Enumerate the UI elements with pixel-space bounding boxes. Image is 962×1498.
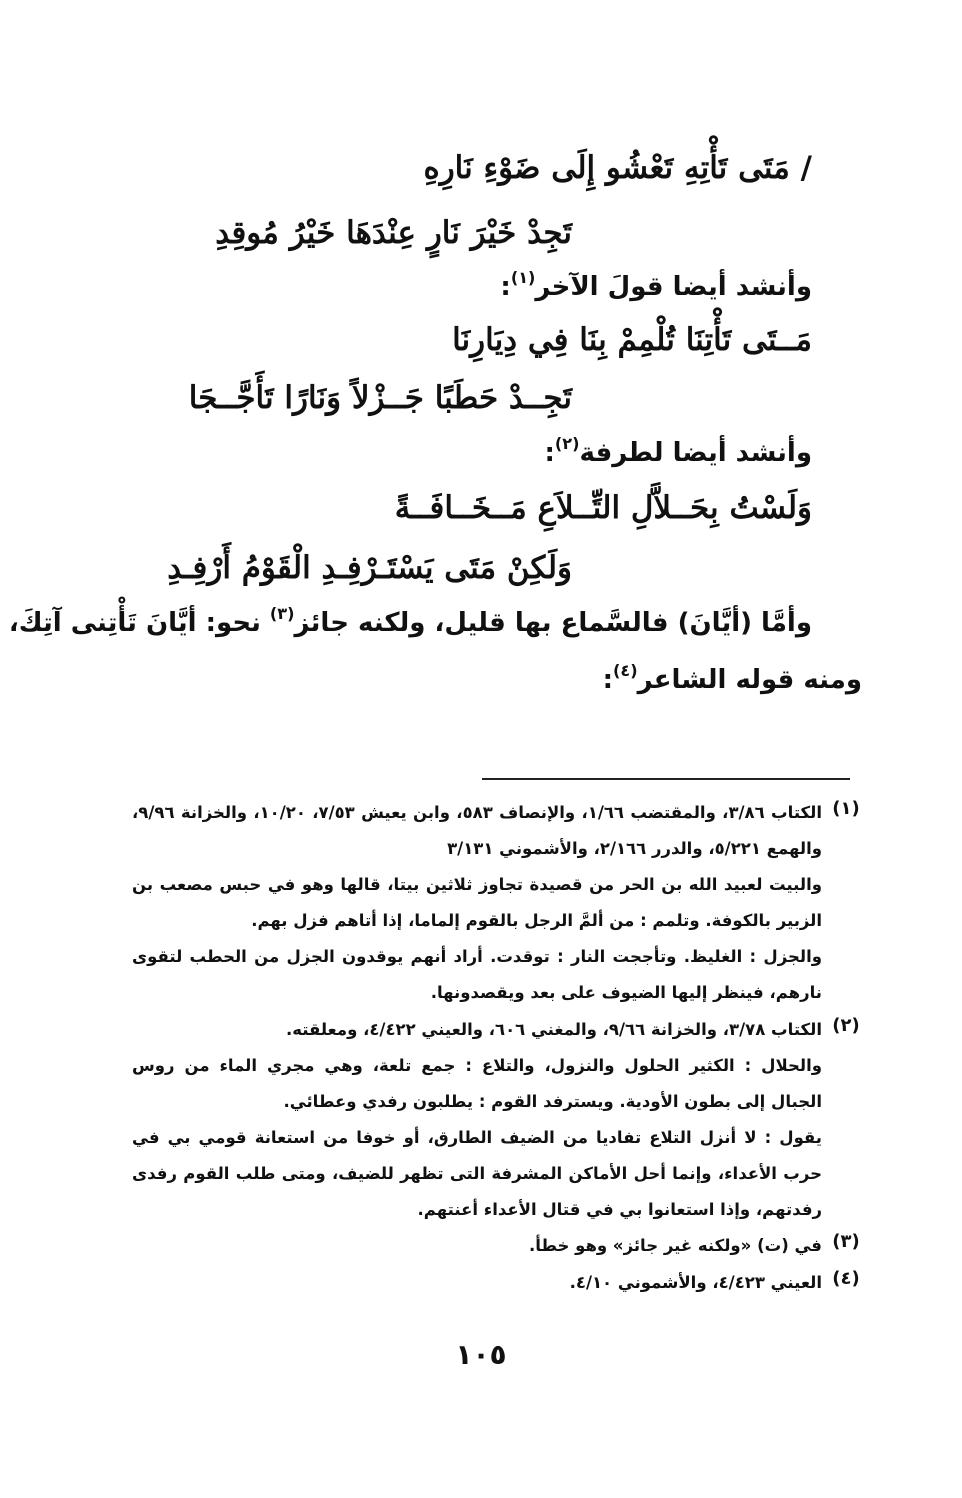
footnote-number-4: (٤) [832, 1268, 860, 1289]
footnote-2-para-1: الكتاب ٣/٧٨، والخزانة ٩/٦٦، والمغني ٦٠٦، والعيني ٤/٤٢٢، ومعلقته. [285, 1020, 822, 1039]
footnote-separator [482, 778, 850, 780]
paragraph-text-end: نحو: أيَّانَ تَأْتِنى آتِكَ، [8, 608, 270, 638]
footnote-2-para-2: والحلال : الكثير الحلول والنزول، والتلاع : جمع تلعة، وهي مجري الماء من روس الجبال إلى بطون الأودية. ويسترفد القوم : يطلبون رفدي وعطائي. [132, 1056, 822, 1111]
footnote-4-para-1: العيني ٤/٤٢٣، والأشموني ٤/١٠. [569, 1273, 822, 1292]
verse-3-second-hemistich: وَلَكِنْ مَتَى يَسْتَـرْفِـدِ الْقَوْمُ أَرْفِـدِ [167, 550, 572, 586]
verse-2-first-hemistich: مَــتَى تَأْتِنَا تُلْمِمْ بِنَا فِي دِيَارِنَا [452, 322, 812, 358]
footnote-1-para-2: والبيت لعبيد الله بن الحر من قصيدة تجاوز ثلاثين بيتا، قالها وهو في حبس مصعب بن الزبير بالكوفة. وتلمم : من ألمَّ الرجل بالقوم إلماما، إذا أتاهم فزل بهم. [132, 875, 822, 930]
intro-colon: : [500, 272, 511, 302]
footnote-ref-2: (٢) [554, 433, 580, 453]
footnote-number-3: (٣) [832, 1231, 860, 1252]
paragraph-text: وأمَّا (أيَّانَ) فالسَّماع بها قليل، ولكنه جائز [294, 608, 812, 638]
verse-3-first-hemistich: وَلَسْتُ بِحَــلاَّلِ التِّــلاَعِ مَــخَــافَــةً [394, 490, 812, 526]
footnote-ref-1: (١) [510, 267, 536, 287]
footnote-ref-3: (٣) [269, 603, 295, 623]
intro-colon: : [544, 438, 555, 468]
paragraph-line-2 [602, 660, 862, 695]
footnote-3-para-1: في (ت) «ولكنه غير جائز» وهو خطأ. [528, 1236, 822, 1255]
page-number: ١٠٥ [455, 1338, 507, 1371]
paragraph-line-1 [8, 603, 812, 638]
paragraph-colon: : [602, 665, 613, 695]
intro-text: وأنشد أيضا لطرفة [579, 438, 812, 468]
verse-1-first-hemistich: / مَتَى تَأْتِهِ تَعْشُو إِلَى ضَوْءِ نَارِهِ [423, 150, 812, 186]
verse-intro-2 [500, 267, 812, 302]
intro-text: وأنشد أيضا قولَ الآخر [535, 272, 812, 302]
footnote-1-para-3: والجزل : الغليظ. وتأججت النار : توقدت. أراد أنهم يوقدون الجزل من الحطب لتقوى نارهم، فينظر إليها الضيوف على بعد ويقصدونها. [132, 947, 822, 1002]
verse-1-second-hemistich: تَجِدْ خَيْرَ نَارٍ عِنْدَهَا خَيْرُ مُوقِدِ [215, 215, 572, 251]
footnote-number-2: (٢) [832, 1015, 860, 1036]
verse-2-second-hemistich: تَجِــدْ حَطَبًا جَــزْلاً وَنَارًا تَأَجَّــجَا [188, 380, 572, 416]
footnote-1-para-1: الكتاب ٣/٨٦، والمقتضب ١/٦٦، والإنصاف ٥٨٣، وابن يعيش ٧/٥٣، ١٠/٢٠، والخزانة ٩/٩٦، والهمع ٥/٢٢١، والدرر ٢/١٦٦، والأشموني ٣/١٣١ [132, 803, 822, 858]
footnote-number-1: (١) [832, 798, 860, 819]
verse-intro-3 [544, 433, 812, 468]
footnote-2-para-3: يقول : لا أنزل التلاع تفاديا من الضيف الطارق، أو خوفا من استعانة قومي بي في حرب الأعداء، وإنما أحل الأماكن المشرفة التى تظهر للضيف، ومتى طلب القوم رفدى رفدتهم، وإذا استعانوا بي في قتال الأعداء أعنتهم. [132, 1128, 822, 1219]
footnote-ref-4: (٤) [612, 660, 638, 680]
paragraph-text: ومنه قوله الشاعر [637, 665, 862, 695]
